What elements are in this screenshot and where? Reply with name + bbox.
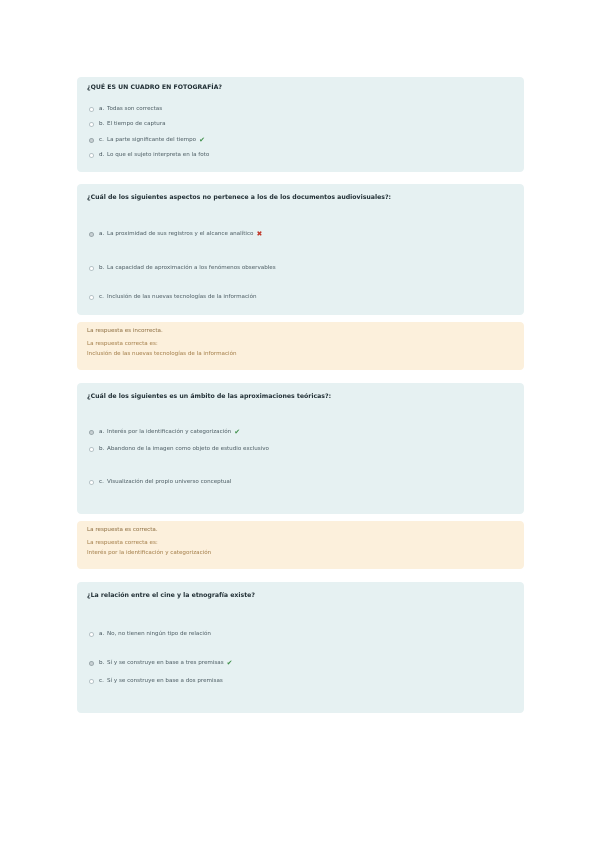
option-b[interactable] — [89, 444, 269, 454]
option-a[interactable] — [89, 104, 162, 114]
option-d[interactable] — [89, 150, 209, 160]
option-letter: b. — [99, 265, 105, 271]
question-card-2 — [77, 184, 524, 315]
feedback-status: La respuesta es incorrecta. — [87, 328, 163, 334]
option-letter: b. — [99, 446, 105, 452]
option-text: No, no tienen ningún tipo de relación — [107, 631, 211, 637]
option-letter: a. — [99, 631, 105, 637]
feedback-card-3 — [77, 521, 524, 569]
question-card-1 — [77, 77, 524, 172]
option-text: La proximidad de sus registros y el alcance analítico — [107, 231, 254, 237]
option-text: Sí y se construye en base a dos premisas — [107, 678, 223, 684]
radio-button[interactable] — [89, 447, 94, 452]
radio-button[interactable] — [89, 295, 94, 300]
option-text: Interés por la identificación y categorización — [107, 429, 232, 435]
correct-check-icon: ✔ — [234, 428, 241, 436]
question-card-3 — [77, 383, 524, 514]
option-letter: c. — [99, 294, 104, 300]
feedback-label: La respuesta correcta es: — [87, 341, 158, 347]
option-a[interactable] — [89, 229, 262, 239]
correct-check-icon: ✔ — [199, 136, 205, 144]
option-text: Lo que el sujeto interpreta en la foto — [107, 152, 210, 158]
option-c[interactable] — [89, 135, 205, 145]
feedback-card-2 — [77, 322, 524, 370]
question-title: ¿Cuál de los siguientes aspectos no pertenece a los de los documentos audiovisuales?: — [87, 194, 392, 201]
question-title: ¿La relación entre el cine y la etnografía existe? — [87, 592, 255, 599]
radio-button[interactable] — [89, 480, 94, 485]
option-text: El tiempo de captura — [107, 121, 166, 127]
radio-button[interactable] — [89, 266, 94, 271]
option-b[interactable] — [89, 263, 276, 273]
option-letter: d. — [99, 152, 105, 158]
radio-button[interactable] — [89, 679, 94, 684]
option-text: Todas son correctas — [107, 106, 163, 112]
question-card-4 — [77, 582, 524, 713]
question-title: ¿QUÉ ES UN CUADRO EN FOTOGRAFÍA? — [87, 84, 222, 91]
option-letter: a. — [99, 429, 105, 435]
option-letter: b. — [99, 121, 105, 127]
option-letter: c. — [99, 678, 104, 684]
option-c[interactable] — [89, 477, 231, 487]
option-text: La parte significante del tiempo — [107, 137, 197, 143]
option-text: Inclusión de las nuevas tecnologías de la información — [107, 294, 257, 300]
feedback-status: La respuesta es correcta. — [87, 527, 158, 533]
feedback-answer: Inclusión de las nuevas tecnologías de la información — [87, 351, 237, 357]
radio-button-selected[interactable] — [89, 138, 94, 143]
option-c[interactable] — [89, 292, 257, 302]
option-letter: b. — [99, 660, 105, 666]
correct-check-icon: ✔ — [226, 659, 233, 667]
option-letter: a. — [99, 231, 105, 237]
option-letter: a. — [99, 106, 105, 112]
radio-button[interactable] — [89, 122, 94, 127]
option-a[interactable] — [89, 629, 211, 639]
option-text: La capacidad de aproximación a los fenómenos observables — [107, 265, 276, 271]
option-text: Visualización del propio universo conceptual — [107, 479, 232, 485]
incorrect-x-icon: ✖ — [256, 230, 263, 238]
question-title: ¿Cuál de los siguientes es un ámbito de las aproximaciones teóricas?: — [87, 393, 332, 400]
radio-button-selected[interactable] — [89, 661, 94, 666]
radio-button[interactable] — [89, 632, 94, 637]
option-c[interactable] — [89, 676, 223, 686]
feedback-label: La respuesta correcta es: — [87, 540, 158, 546]
radio-button-selected[interactable] — [89, 232, 94, 237]
option-b[interactable] — [89, 119, 166, 129]
feedback-answer: Interés por la identificación y categorización — [87, 550, 212, 556]
radio-button[interactable] — [89, 107, 94, 112]
option-b[interactable] — [89, 658, 233, 668]
option-letter: c. — [99, 137, 104, 143]
radio-button[interactable] — [89, 153, 94, 158]
option-text: Sí y se construye en base a tres premisas — [107, 660, 224, 666]
radio-button-selected[interactable] — [89, 430, 94, 435]
option-letter: c. — [99, 479, 104, 485]
option-text: Abandono de la imagen como objeto de estudio exclusivo — [107, 446, 269, 452]
option-a[interactable] — [89, 427, 240, 437]
